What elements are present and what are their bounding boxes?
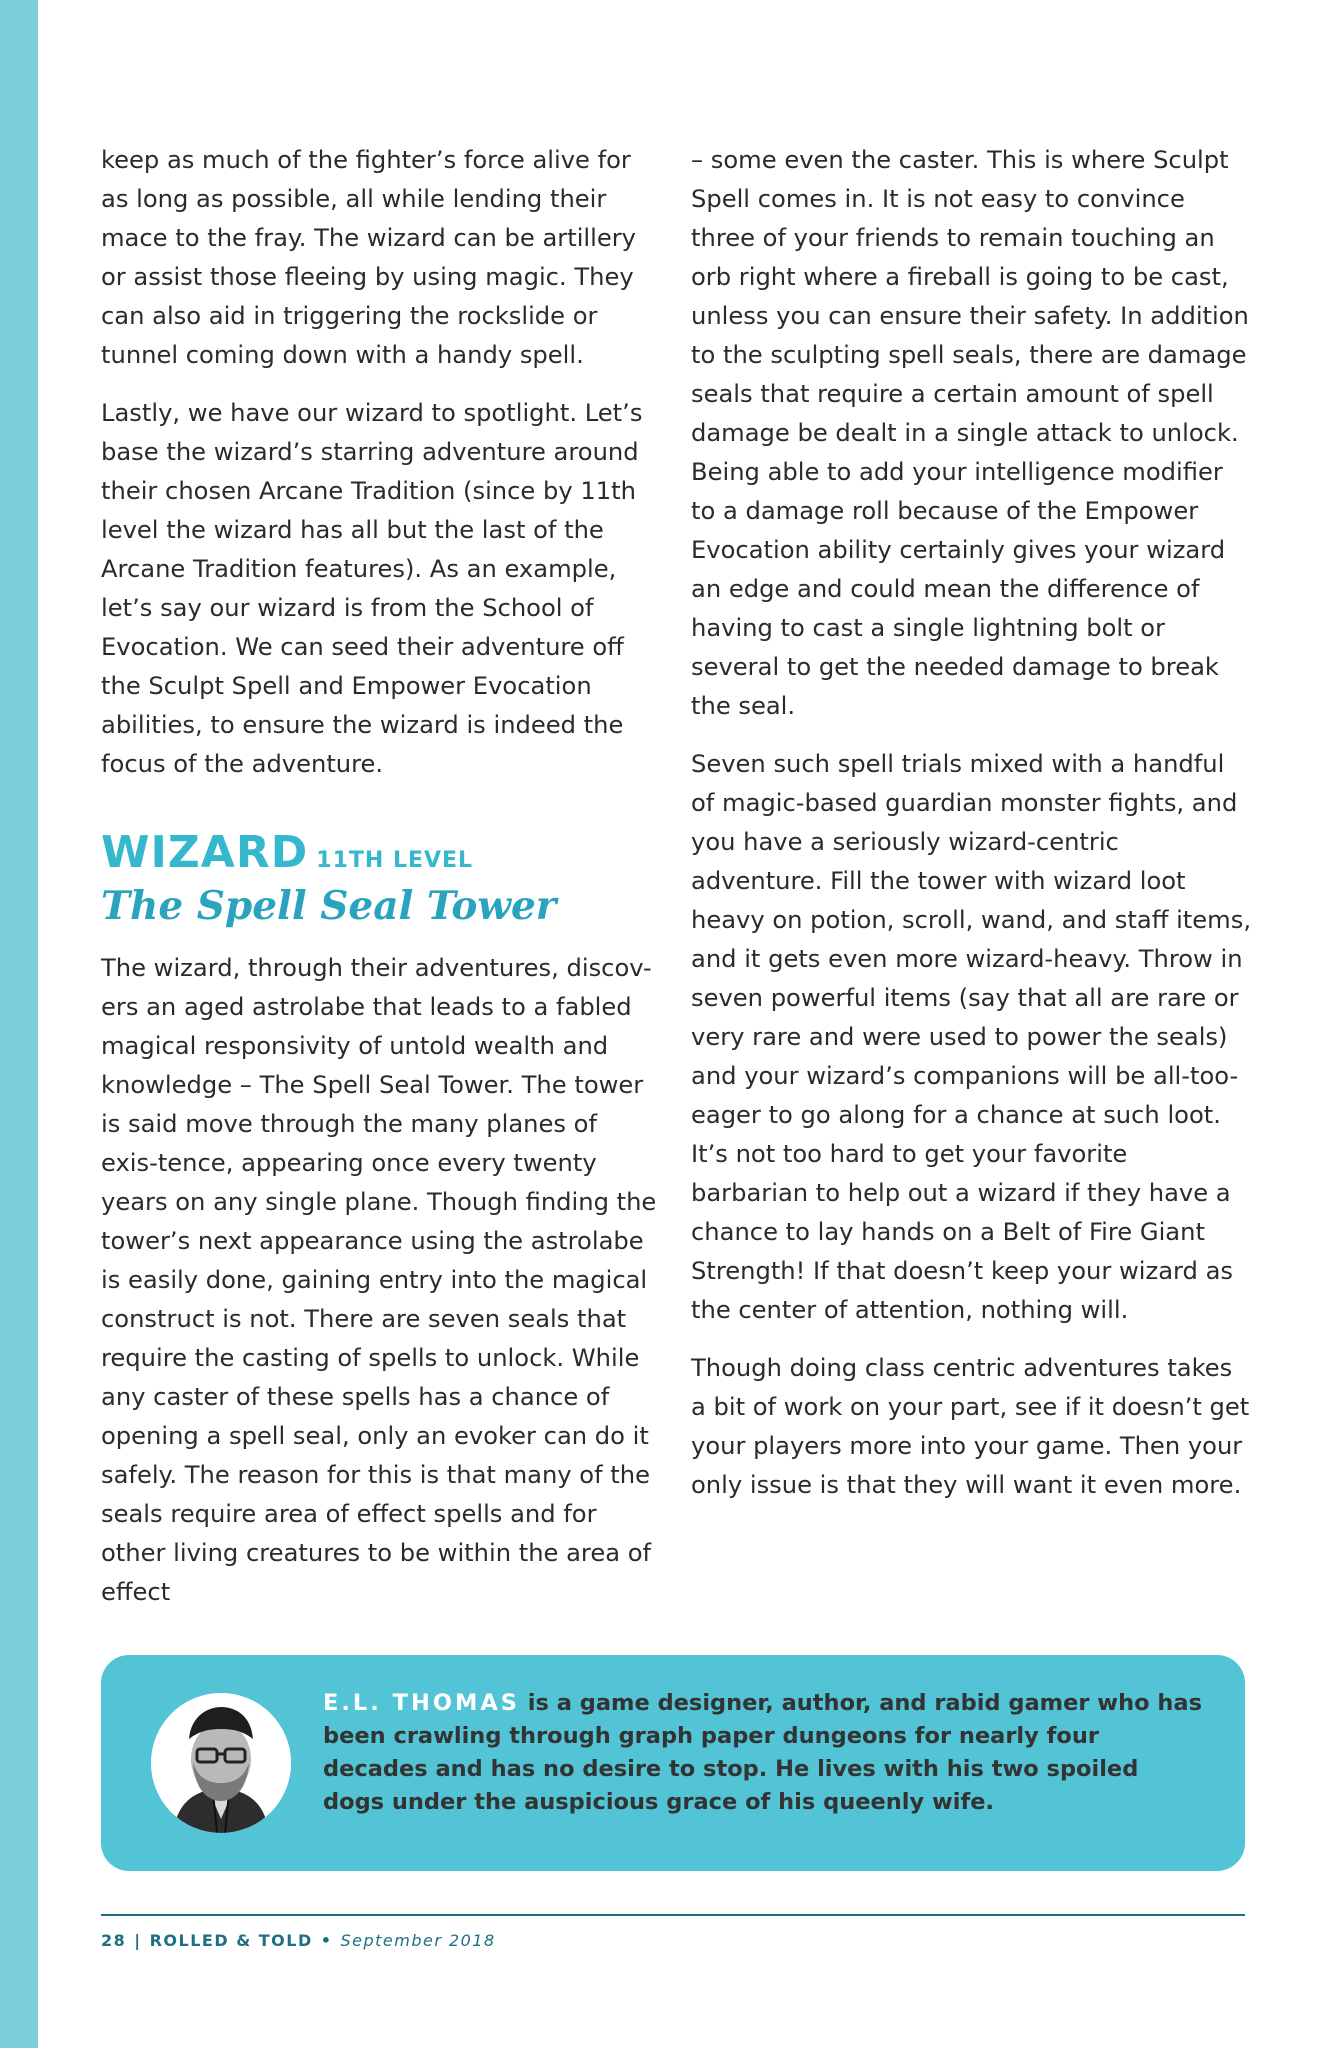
author-bio-text [323, 1687, 1203, 1819]
issue-date: September 2018 [340, 1931, 496, 1950]
paragraph-fighter-force: keep as much of the fighter’s force alive for as long as possible, all while lending their mace to the fray. The wizard can be artillery or assist those fleeing by using magic. They can also aid in triggering the rockslide or tunnel coming down with a handy spell. [101, 146, 636, 369]
paragraph-wizard-spotlight: Lastly, we have our wizard to spotlight. Let’s base the wizard’s starring adventure around their chosen Arcane Tradition (since by 11th level the wizard has all but the last of the Arcane Tradition features). As an example, let’s say our wizard is from the School of Evocation. We can seed their adventure off the Sculpt Spell and Empower Evocation abilities, to ensure the wizard is indeed the focus of the adventure. [101, 399, 643, 778]
section-heading [101, 829, 661, 932]
author-name: E.L. THOMAS [323, 1690, 520, 1716]
author-avatar [151, 1693, 291, 1833]
paragraph-sculpt-spell: – some even the caster. This is where Sculpt Spell comes in. It is not easy to convince three of your friends to remain touching an orb right where a fireball is going to be cast, unless you can ensure their safety. In addition to the sculpting spell seals, there are damage seals that require a certain amount of spell damage be dealt in a single attack to unlock. Being able to add your intelligence modifier to a damage roll because of the Empower Evocation ability certainly gives your wizard an edge and could mean the difference of having to cast a single lightning bolt or several to get the needed damage to break the seal. [691, 146, 1249, 720]
footer-divider [101, 1914, 1245, 1916]
footer-bullet: • [320, 1931, 333, 1950]
heading-level: 11TH LEVEL [316, 848, 474, 873]
paragraph-spell-trials: Seven such spell trials mixed with a handful of magic-based guardian monster fights, and you have a seriously wizard-centric adventure. Fill the tower with wizard loot heavy on potion, scroll, wand, and staff items, and it gets even more wizard-heavy. Throw in seven powerful items (say that all are rare or very rare and were used to power the seals) and your wizard’s companions will be all-too-eager to go along for a chance at such loot. It’s not too hard to get your favorite barbarian to help out a wizard if they have a chance to lay hands on a Belt of Fire Giant Strength! If that doesn’t keep your wizard as the center of attention, nothing will. [691, 750, 1252, 1324]
author-portrait-icon [151, 1693, 291, 1833]
footer-separator: | [134, 1931, 142, 1950]
heading-title: The Spell Seal Tower [101, 883, 557, 929]
page-number: 28 [101, 1931, 127, 1950]
right-column [691, 141, 1251, 1524]
magazine-name: ROLLED & TOLD [149, 1931, 313, 1950]
left-column [101, 141, 661, 1631]
page-footer [101, 1931, 496, 1950]
paragraph-conclusion: Though doing class centric adventures takes a bit of work on your part, see if it doesn’t get your players more into your game. Then your only issue is that they will want it even more. [691, 1354, 1250, 1499]
paragraph-spell-seal-tower: The wizard, through their adventures, discov-ers an aged astrolabe that leads to a fabled magical responsivity of untold wealth and knowledge – The Spell Seal Tower. The tower is said move through the many planes of exis-tence, appearing once every twenty years on any single plane. Though finding the tower’s next appearance using the astrolabe is easily done, gaining entry into the magical construct is not. There are seven seals that require the casting of spells to unlock. While any caster of these spells has a chance of opening a spell seal, only an evoker can do it safely. The reason for this is that many of the seals require area of effect spells and for other living creatures to be within the area of effect [101, 954, 657, 1606]
heading-class: WIZARD [101, 827, 309, 878]
author-description: is a game designer, author, and rabid gamer who has been crawling through graph paper dungeons for nearly four decades and has no desire to stop. He lives with his two spoiled dogs under the auspicious grace of his queenly wife. [323, 1690, 1202, 1815]
author-bio-box [101, 1655, 1245, 1871]
side-color-bar [0, 0, 38, 2048]
